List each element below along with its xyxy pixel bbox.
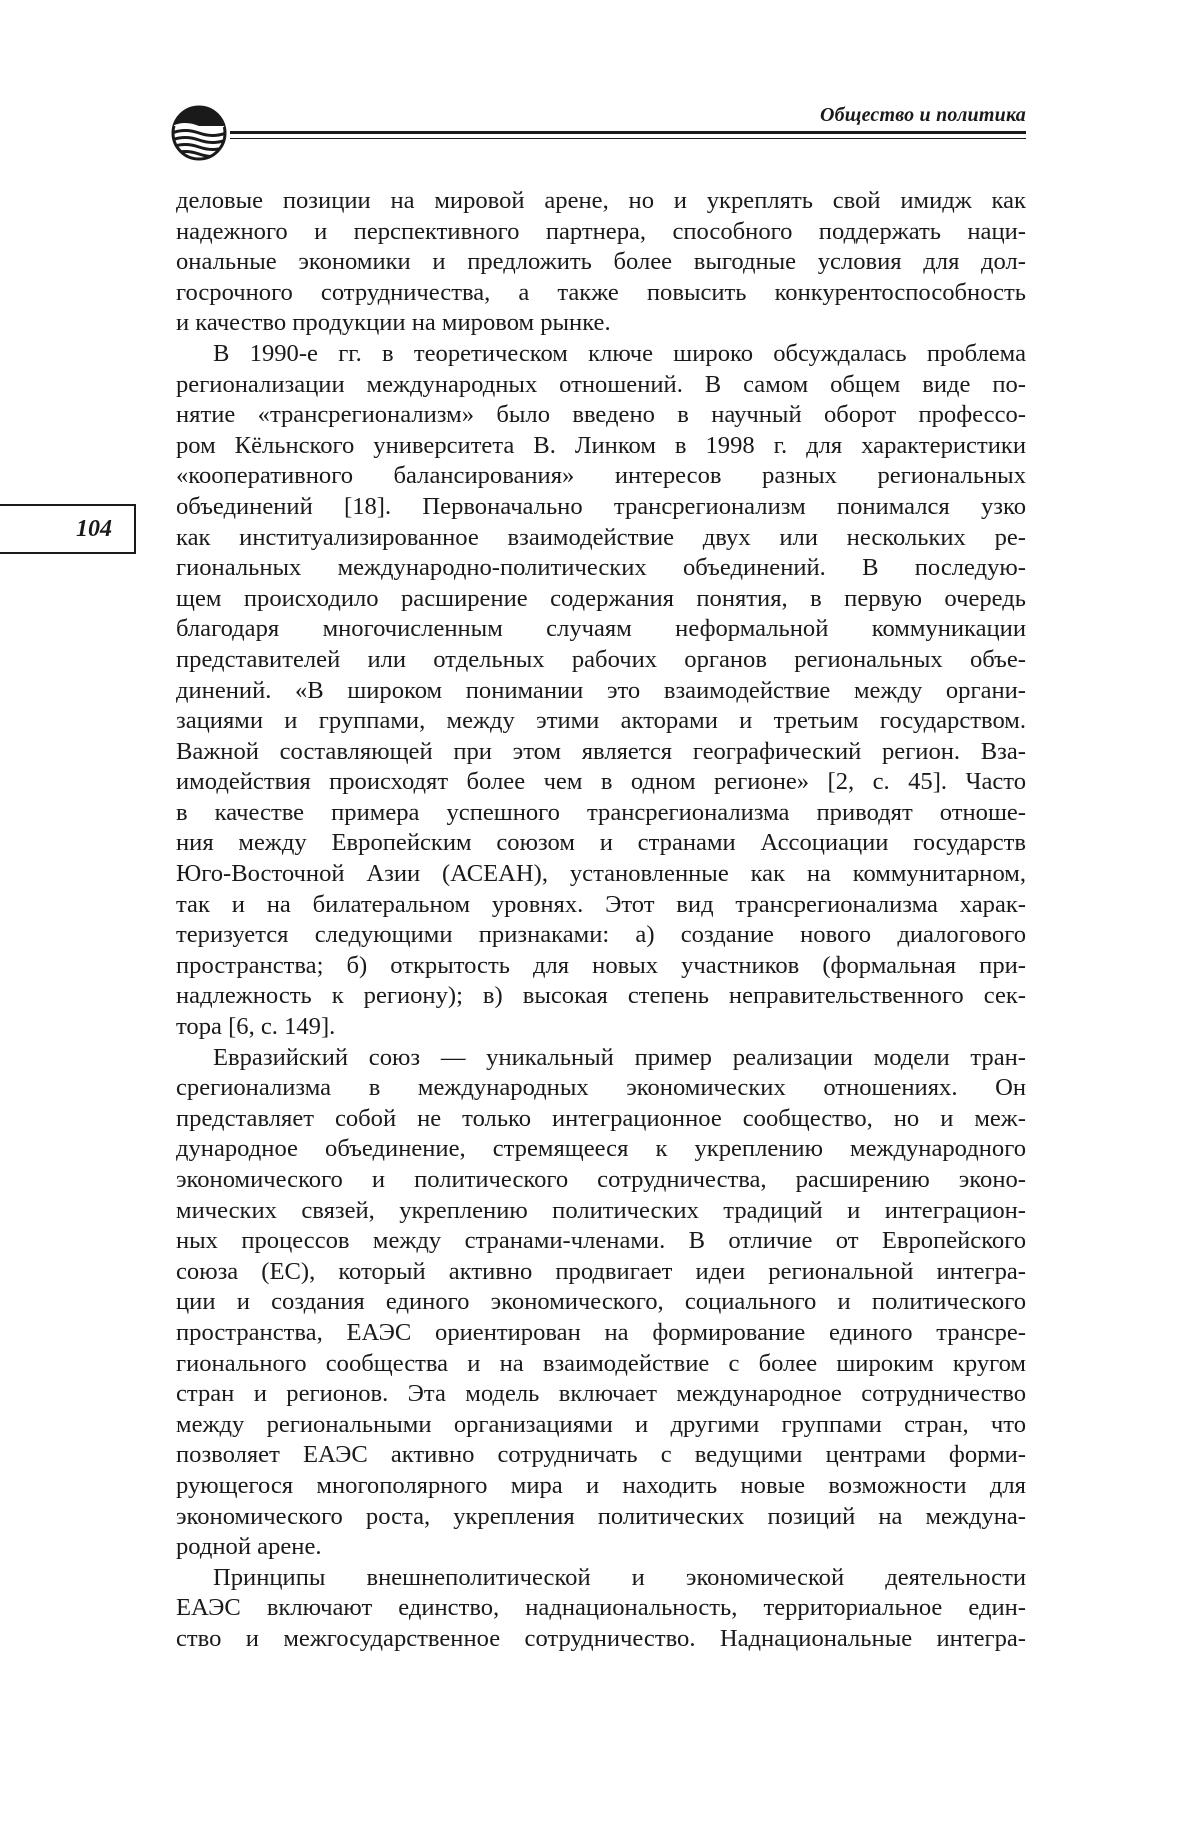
text-line: «кооперативного балансирования» интересов разных региональных bbox=[176, 462, 1026, 490]
text-line: ЕАЭС включают единство, наднациональность, территориальное един- bbox=[176, 1594, 1026, 1622]
text-line: В 1990-е гг. в теоретическом ключе широко обсуждалась проблема bbox=[213, 339, 1026, 367]
text-line: союза (ЕС), который активно продвигает идеи региональной интегра- bbox=[176, 1257, 1026, 1285]
text-line: дународное объединение, стремящееся к укреплению международного bbox=[176, 1135, 1026, 1163]
text-line: благодаря многочисленным случаям неформальной коммуникации bbox=[176, 615, 1026, 643]
article-body bbox=[176, 186, 1026, 1655]
text-line: госрочного сотрудничества, а также повысить конкурентоспособность bbox=[176, 278, 1026, 306]
text-line: экономического роста, укрепления политических позиций на междуна- bbox=[176, 1502, 1026, 1530]
text-line: имодействия происходят более чем в одном регионе» [2, с. 45]. Часто bbox=[176, 768, 1026, 796]
text-line: мических связей, укреплению политических традиций и интеграцион- bbox=[176, 1196, 1026, 1224]
text-line: деловые позиции на мировой арене, но и укреплять свой имидж как bbox=[176, 187, 1026, 214]
text-line: родной арене. bbox=[176, 1533, 322, 1561]
text-line: теризуется следующими признаками: а) создание нового диалогового bbox=[176, 921, 1026, 949]
text-line: динений. «В широком понимании это взаимодействие между органи- bbox=[176, 676, 1026, 704]
text-line: рующегося многополярного мира и находить новые возможности для bbox=[176, 1471, 1026, 1499]
text-line: ции и создания единого экономического, социального и политического bbox=[176, 1288, 1026, 1316]
text-line: ния между Европейским союзом и странами Ассоциации государств bbox=[176, 829, 1026, 857]
text-line: как институализированное взаимодействие двух или нескольких ре- bbox=[176, 523, 1026, 551]
text-line: тора [6, с. 149]. bbox=[176, 1013, 336, 1041]
text-line: ром Кёльнского университета В. Линком в 1998 г. для характеристики bbox=[176, 431, 1026, 459]
text-line: позволяет ЕАЭС активно сотрудничать с ведущими центрами форми- bbox=[176, 1441, 1026, 1469]
text-line: так и на билатеральном уровнях. Этот вид трансрегионализма харак- bbox=[176, 890, 1026, 918]
page-number-box bbox=[0, 504, 136, 554]
text-line: регионализации международных отношений. В самом общем виде по- bbox=[176, 370, 1026, 398]
text-line: Принципы внешнеполитической и экономической деятельности bbox=[213, 1563, 1026, 1591]
text-line: нятие «трансрегионализм» было введено в научный оборот профессо- bbox=[176, 401, 1026, 429]
text-line: ональные экономики и предложить более выгодные условия для дол- bbox=[176, 248, 1026, 276]
journal-section-title: Общество и политика bbox=[819, 104, 1026, 126]
header-rule-thick bbox=[230, 131, 1026, 134]
paragraph bbox=[176, 186, 1026, 339]
text-line: стран и регионов. Эта модель включает международное сотрудничество bbox=[176, 1380, 1026, 1408]
text-line: Евразийский союз — уникальный пример реализации модели тран- bbox=[213, 1043, 1026, 1071]
header-rule-thin bbox=[230, 138, 1026, 139]
text-line: пространства, ЕАЭС ориентирован на формирование единого трансре- bbox=[176, 1318, 1026, 1346]
text-line: объединений [18]. Первоначально трансрегионализм понимался узко bbox=[176, 492, 1026, 520]
text-line: срегионализма в международных экономических отношениях. Он bbox=[176, 1074, 1026, 1102]
text-line: между региональными организациями и другими группами стран, что bbox=[176, 1410, 1026, 1438]
text-line: ство и межгосударственное сотрудничество. Наднациональные интегра- bbox=[176, 1624, 1026, 1652]
text-line: пространства; б) открытость для новых участников (формальная при- bbox=[176, 951, 1026, 979]
paragraph bbox=[176, 1043, 1026, 1563]
text-line: надежного и перспективного партнера, способного поддержать наци- bbox=[176, 217, 1026, 245]
text-line: надлежность к региону); в) высокая степень неправительственного сек- bbox=[176, 982, 1026, 1010]
text-line: зациями и группами, между этими акторами и третьим государством. bbox=[176, 707, 1026, 735]
journal-logo-icon bbox=[170, 102, 228, 164]
paragraph bbox=[176, 339, 1026, 1043]
paragraph bbox=[176, 1563, 1026, 1655]
running-header bbox=[168, 98, 1026, 148]
text-line: и качество продукции на мировом рынке. bbox=[176, 309, 611, 337]
text-line: в качестве примера успешного трансрегионализма приводят отноше- bbox=[176, 798, 1026, 826]
text-line: представляет собой не только интеграционное сообщество, но и меж- bbox=[176, 1104, 1026, 1132]
text-line: гионального сообщества и на взаимодействие с более широким кругом bbox=[176, 1349, 1026, 1377]
page-number: 104 bbox=[76, 516, 112, 542]
text-line: Важной составляющей при этом является географический регион. Вза- bbox=[176, 737, 1026, 765]
text-line: экономического и политического сотрудничества, расширению эконо- bbox=[176, 1166, 1026, 1193]
text-line: щем происходило расширение содержания понятия, в первую очередь bbox=[176, 584, 1026, 612]
text-line: представителей или отдельных рабочих органов региональных объе- bbox=[176, 645, 1026, 673]
text-line: гиональных международно-политических объединений. В последую- bbox=[176, 554, 1026, 582]
text-line: ных процессов между странами-членами. В отличие от Европейского bbox=[176, 1227, 1026, 1255]
text-line: Юго-Восточной Азии (АСЕАН), установленные как на коммунитарном, bbox=[176, 860, 1026, 888]
